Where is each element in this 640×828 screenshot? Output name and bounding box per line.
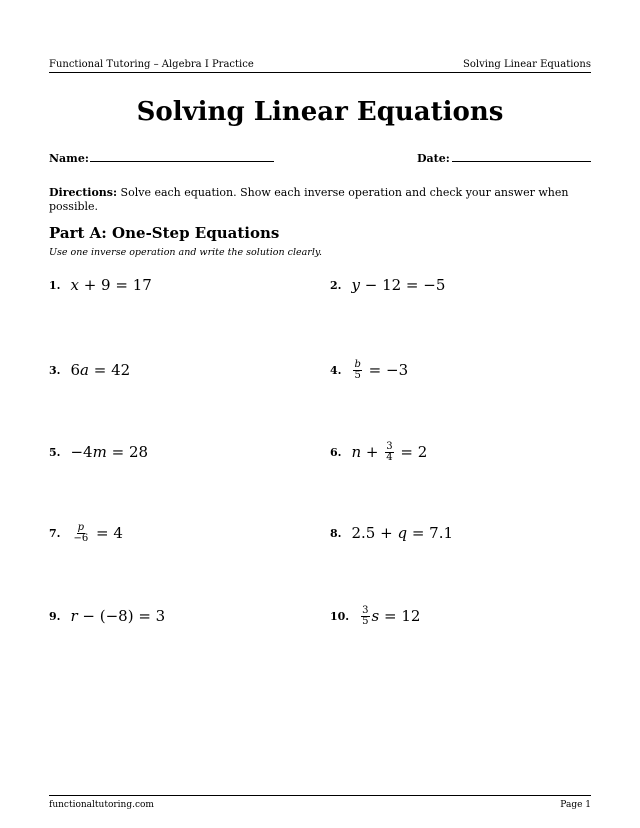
fraction: $\frac{3}{5}$ (362, 604, 369, 627)
fraction: $\frac{3}{4}$ (386, 440, 393, 463)
header-rule (49, 72, 591, 73)
problem-3 (49, 358, 130, 382)
equation: y − 12 = −5 (351, 276, 446, 294)
equation: x + 9 = 17 (70, 276, 152, 294)
fraction: $\frac{b}{5}$ (354, 358, 361, 381)
problem-8 (330, 521, 453, 545)
page-title: Solving Linear Equations (136, 97, 504, 127)
equation: r − (−8) = 3 (70, 607, 166, 625)
problem-number: 1. (49, 278, 61, 292)
problem-5 (49, 440, 148, 464)
equation: $\frac{p}{-6}$ = 4 (73, 521, 123, 544)
problem-number: 5. (49, 445, 61, 459)
running-header-left: Functional Tutoring – Algebra I Practice (49, 59, 254, 70)
problem-number: 10. (330, 609, 350, 623)
page-number: Page 1 (560, 800, 591, 810)
problem-number: 8. (330, 526, 342, 540)
problem-number: 7. (49, 526, 61, 540)
footer-rule (49, 795, 591, 796)
running-header-right: Solving Linear Equations (463, 59, 591, 70)
problem-number: 2. (330, 278, 342, 292)
footer-website: functionaltutoring.com (49, 800, 154, 810)
problem-2 (330, 273, 445, 297)
problem-7 (49, 521, 123, 545)
problem-9 (49, 604, 165, 628)
part-a-subtitle: Use one inverse operation and write the solution clearly. (49, 247, 322, 258)
directions (49, 186, 609, 214)
equation: 6 a = 42 (70, 361, 131, 379)
directions-text: Solve each equation. Show each inverse operation and check your answer when possible. (49, 186, 569, 213)
directions-label: Directions: (49, 186, 118, 199)
date-label: Date: (417, 152, 450, 165)
date-field[interactable] (452, 161, 591, 162)
name-field[interactable] (90, 161, 274, 162)
fraction: $\frac{p}{-6}$ (73, 521, 89, 544)
problem-number: 9. (49, 609, 61, 623)
equation: 2.5 + q = 7.1 (351, 524, 454, 542)
problem-1 (49, 273, 152, 297)
problem-10 (330, 604, 420, 628)
equation: $\frac{3}{5}$ s = 12 (362, 604, 421, 627)
problem-number: 3. (49, 363, 61, 377)
problem-6 (330, 440, 427, 464)
equation: −4 m = 28 (70, 443, 149, 461)
equation: $\frac{b}{5}$ = −3 (354, 358, 409, 381)
name-label: Name: (49, 152, 89, 165)
equation: n + $\frac{3}{4}$ = 2 (351, 440, 428, 463)
part-a-title: Part A: One-Step Equations (49, 224, 280, 242)
problem-number: 4. (330, 363, 342, 377)
problem-4 (330, 358, 408, 382)
problem-number: 6. (330, 445, 342, 459)
